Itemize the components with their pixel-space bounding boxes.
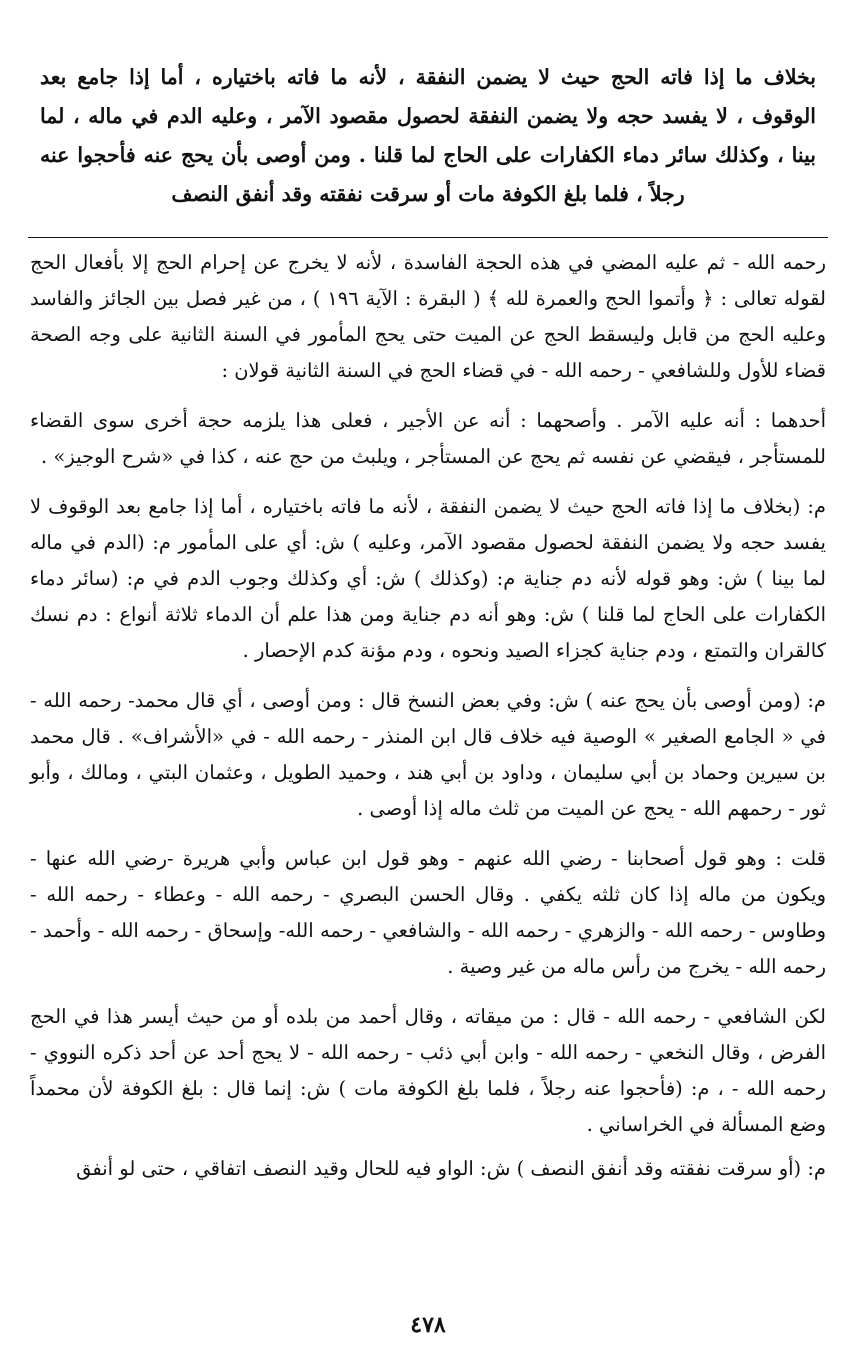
main-text-block: بخلاف ما إذا فاته الحج حيث لا يضمن النفقة ، لأنه ما فاته باختياره ، أما إذا جامع بعد الوقوف ، لا يفسد حجه ولا يضمن النفقة لحصول مقصود الآمر ، وعليه الدم في ماله ، لما بينا ، وكذلك سائر دماء الكفارات على الحاج لما قلنا . ومن أوصى بأن يحج عنه فأحجوا عنه رجلاً ، فلما بلغ الكوفة مات أو سرقت نفقته وقد أنفق النصف bbox=[40, 65, 816, 206]
separator-rule bbox=[28, 237, 828, 238]
page-number: ٤٧٨ bbox=[410, 1312, 446, 1338]
commentary-paragraph: قلت : وهو قول أصحابنا - رضي الله عنهم - وهو قول ابن عباس وأبي هريرة -رضي الله عنها - ويكون من ماله إذا كان ثلثه يكفي . وقال الحسن البصري - رحمه الله - وعطاء - رحمه الله - وطاوس - رحمه الله - والزهري - رحمه الله - والشافعي - رحمه الله- وإسحاق - رحمه الله - وأحمد - رحمه الله - يخرج من رأس ماله من غير وصية . bbox=[30, 847, 827, 978]
commentary-paragraph: م: (ومن أوصى بأن يحج عنه ) ش: وفي بعض النسخ قال : ومن أوصى ، أي قال محمد- رحمه الله - في « الجامع الصغير » الوصية فيه خلاف قال ابن المنذر - رحمه الله - في «الأشراف» . قال محمد بن سيرين وحماد بن أبي سليمان ، وداود بن أبي هند ، وحميد الطويل ، وعثمان البتي ، ومالك ، وأبو ثور - رحمهم الله - يحج عن الميت من ثلث ماله إذا أوصى . bbox=[30, 689, 826, 820]
commentary-paragraph: م: (أو سرقت نفقته وقد أنفق النصف ) ش: الواو فيه للحال وقيد النصف اتفاقي ، حتى لو أنفق bbox=[76, 1157, 826, 1180]
commentary-paragraph: م: (بخلاف ما إذا فاته الحج حيث لا يضمن النفقة ، لأنه ما فاته باختياره ، أما إذا جامع بعد الوقوف لا يفسد حجه ولا يضمن النفقة لحصول مقصود الآمر، وعليه ) ش: أي على المأمور م: (الدم في ماله لما بينا ) ش: وهو قوله لأنه دم جناية م: (وكذلك ) ش: أي وكذلك وجوب الدم في م: (سائر دماء الكفارات على الحاج لما قلنا ) ش: وهو أنه دم جناية ومن هذا علم أن الدماء ثلاثة أنواع : دم نسك كالقران والتمتع ، ودم جناية كجزاء الصيد ونحوه ، ودم مؤنة كدم الإحصار . bbox=[30, 495, 826, 662]
commentary-paragraph: رحمه الله - ثم عليه المضي في هذه الحجة الفاسدة ، لأنه لا يخرج عن إحرام الحج إلا بأفعال الحج لقوله تعالى : ﴿ وأتموا الحج والعمرة لله ﴾ ( البقرة : الآية ١٩٦ ) ، من غير فصل بين الجائز والفاسد وعليه الحج من قابل وليسقط الحج عن الميت حتى يحج المأمور في السنة الثانية على وجه الصحة قضاء للأول وللشافعي - رحمه الله - في قضاء الحج في السنة الثانية قولان : bbox=[30, 251, 826, 382]
commentary-block bbox=[30, 245, 826, 1201]
commentary-paragraph: لكن الشافعي - رحمه الله - قال : من ميقاته ، وقال أحمد من بلده أو من حيث أيسر هذا في الحج الفرض ، وقال النخعي - رحمه الله - وابن أبي ذئب - رحمه الله - لا يحج أحد عن أحد ذكره النووي - رحمه الله - ، م: (فأحجوا عنه رجلاً ، فلما بلغ الكوفة مات ) ش: إنما قال : بلغ الكوفة لأن محمداً وضع المسألة في الخراساني . bbox=[30, 1005, 826, 1136]
commentary-paragraph: أحدهما : أنه عليه الآمر . وأصحهما : أنه عن الأجير ، فعلى هذا يلزمه حجة أخرى سوى القضاء للمستأجر ، فيقضي عن نفسه ثم يحج عن المستأجر ، ويلبث من حج عنه ، كذا في «شرح الوجيز» . bbox=[30, 409, 826, 468]
